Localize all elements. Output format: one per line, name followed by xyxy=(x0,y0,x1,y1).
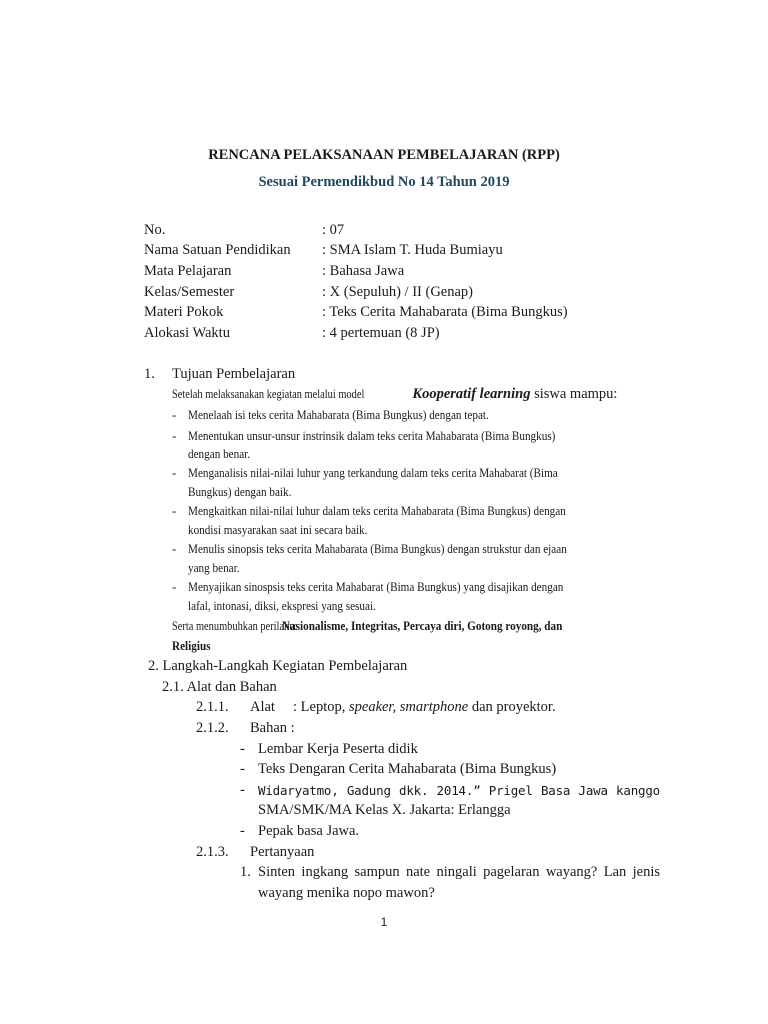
section-heading: 2. Langkah-Langkah Kegiatan Pembelajaran xyxy=(148,658,408,674)
list-bullet: - xyxy=(240,782,245,798)
subsection-label: Alat xyxy=(250,699,275,715)
intro-tail: siswa mampu: xyxy=(530,386,618,402)
closing-values: Nasionalisme, Integritas, Percaya diri, Gotong royong, dan xyxy=(282,618,563,633)
list-bullet: - xyxy=(172,579,177,594)
identity-label: Nama Satuan Pendidikan xyxy=(144,242,291,258)
identity-label: Materi Pokok xyxy=(144,304,224,320)
list-item: Pepak basa Jawa. xyxy=(258,823,360,839)
subsection-label: Pertanyaan xyxy=(250,844,315,860)
list-item: Lembar Kerja Peserta didik xyxy=(258,741,418,757)
question-text: Sinten ingkang sampun nate ningali pagelaran wayang? Lan jenis xyxy=(258,864,660,880)
list-item: Menganalisis nilai-nilai luhur yang terkandung dalam teks cerita Mahabarat (Bima xyxy=(188,465,558,480)
identity-value: : SMA Islam T. Huda Bumiayu xyxy=(322,242,503,258)
list-bullet: - xyxy=(172,407,177,422)
tools-text: : Leptop, xyxy=(293,699,349,715)
list-item: Teks Dengaran Cerita Mahabarata (Bima Bungkus) xyxy=(258,761,557,777)
section-intro xyxy=(172,386,617,403)
closing-values-continuation: Religius xyxy=(172,638,211,653)
list-item-continuation: kondisi masyarakan saat ini secara baik. xyxy=(188,522,368,537)
list-item: Widaryatmo, Gadung dkk. 2014.” Prigel Basa Jawa kanggo xyxy=(258,783,660,798)
list-bullet: - xyxy=(240,823,245,839)
identity-label: Mata Pelajaran xyxy=(144,263,232,279)
question-continuation: wayang menika nopo mawon? xyxy=(258,885,435,901)
identity-label: No. xyxy=(144,222,166,238)
section-heading: Tujuan Pembelajaran xyxy=(172,366,296,382)
tools-list xyxy=(293,699,556,716)
list-item: Mengkaitkan nilai-nilai luhur dalam teks cerita Mahabarata (Bima Bungkus) dengan xyxy=(188,503,566,518)
list-bullet: - xyxy=(172,428,177,443)
identity-value: : X (Sepuluh) / II (Genap) xyxy=(322,284,473,300)
subsection-number: 2.1.1. xyxy=(196,699,229,715)
section-number: 1. xyxy=(144,366,155,382)
list-item: Menentukan unsur-unsur instrinsik dalam teks cerita Mahabarata (Bima Bungkus) xyxy=(188,428,556,443)
intro-text: Setelah melaksanakan kegiatan melalui model xyxy=(172,386,365,401)
list-bullet: - xyxy=(240,741,245,757)
list-item-continuation: Bungkus) dengan baik. xyxy=(188,484,292,499)
list-item: Menulis sinopsis teks cerita Mahabarata (Bima Bungkus) dengan strukstur dan ejaan xyxy=(188,541,567,556)
list-item: Menelaah isi teks cerita Mahabarata (Bima Bungkus) dengan tepat. xyxy=(188,407,489,422)
subsection-number: 2.1.3. xyxy=(196,844,229,860)
list-item-continuation: yang benar. xyxy=(188,560,240,575)
identity-value: : Teks Cerita Mahabarata (Bima Bungkus) xyxy=(322,304,568,320)
identity-value: : 4 pertemuan (8 JP) xyxy=(322,325,440,341)
document-subtitle: Sesuai Permendikbud No 14 Tahun 2019 xyxy=(258,174,510,190)
tools-devices: speaker, smartphone xyxy=(348,699,469,715)
document-title: RENCANA PELAKSANAAN PEMBELAJARAN (RPP) xyxy=(208,147,560,163)
subsection-heading: 2.1. Alat dan Bahan xyxy=(162,679,277,695)
question-number: 1. xyxy=(240,864,251,880)
list-bullet: - xyxy=(240,761,245,777)
identity-label: Alokasi Waktu xyxy=(144,325,230,341)
list-item-continuation: lafal, intonasi, diksi, ekspresi yang sesuai. xyxy=(188,598,376,613)
model-name: Kooperatif learning xyxy=(412,386,531,402)
identity-value: : 07 xyxy=(322,222,345,238)
list-item-continuation: dengan benar. xyxy=(188,446,251,461)
identity-label: Kelas/Semester xyxy=(144,284,235,300)
list-bullet: - xyxy=(172,541,177,556)
subsection-number: 2.1.2. xyxy=(196,720,229,736)
closing-text: Serta menumbuhkan perilaku: xyxy=(172,618,298,633)
tools-tail: dan proyektor. xyxy=(468,699,556,715)
section-closing xyxy=(172,618,608,634)
list-item-continuation: SMA/SMK/MA Kelas X. Jakarta: Erlangga xyxy=(258,802,511,818)
identity-value: : Bahasa Jawa xyxy=(322,263,405,279)
list-bullet: - xyxy=(172,503,177,518)
page-number: 1 xyxy=(380,915,388,929)
list-bullet: - xyxy=(172,465,177,480)
subsection-label: Bahan : xyxy=(250,720,295,736)
list-item: Menyajikan sinospsis teks cerita Mahabarat (Bima Bungkus) yang disajikan dengan xyxy=(188,579,564,594)
